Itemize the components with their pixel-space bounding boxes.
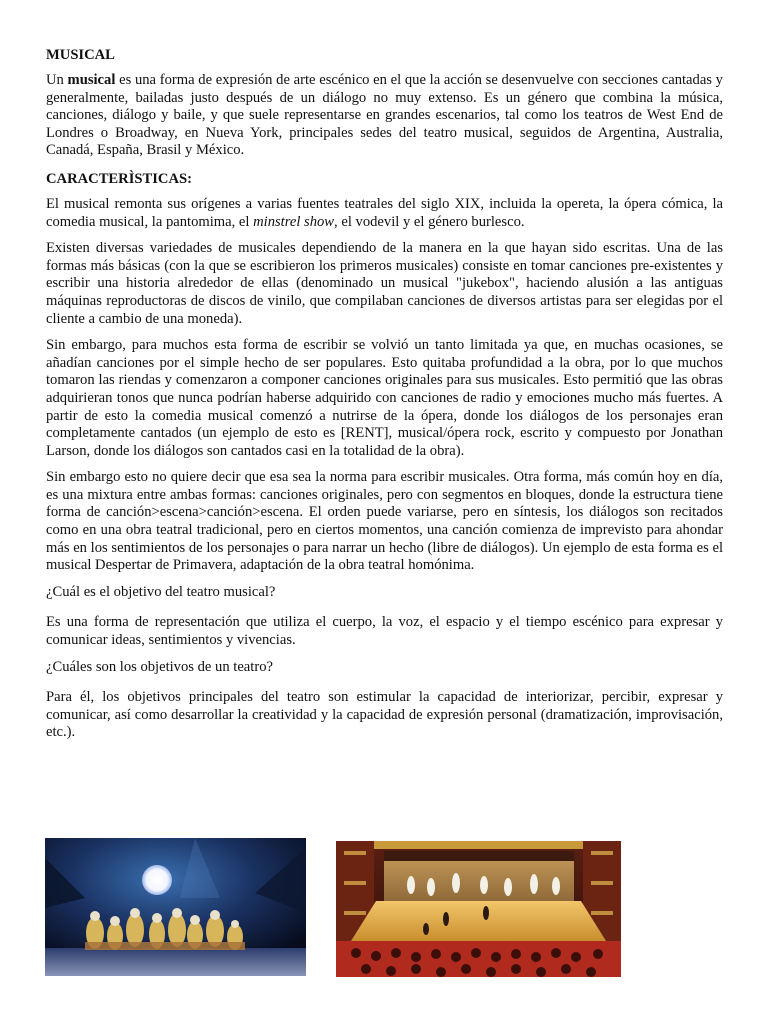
intro-paragraph [46,72,723,160]
question-1: ¿Cuál es el objetivo del teatro musical? [46,583,276,600]
document-page [46,46,723,751]
caracteristicas-paragraph-4: Sin embargo esto no quiere decir que esa sea la norma para escribir musicales. Otra forma, más común hoy en día, es una mixtura entre ambas formas: canciones originales, pero con segmentos en bloques, donde la estructura tiene forma de canción>escena>canción>escena. El orden puede variarse, pero en síntesis, los diálogos son recitados como en una obra teatral tradicional, pero en ciertos momentos, una canción comienza de imprevisto para ahondar más en los sentimientos de los personajes o para narrar un hecho (libre de diálogos). Un ejemplo de esta forma es el musical Despertar de Primavera, adaptación de la obra teatral homónima. [46,469,723,574]
image-row [45,838,625,978]
document-title: MUSICAL [46,47,115,63]
intro-text-rest: es una forma de expresión de arte escénico en el que la acción se desenvuelve con secciones cantadas y generalmente, bailadas justo después de un diálogo no muy extenso. Es un género que combina la música, canciones, diálogo y baile, y que suele representarse en grandes escenarios, tal como los teatros de West End de Londres o Broadway, en Nueva York, principales sedes del teatro musical, seguidos de Argentina, Australia, Canadá, España, Brasil y México. [46,72,723,159]
section-heading-caracteristicas: CARACTERÌSTICAS: [46,170,192,187]
para1-text-rest: , el vodevil y el género burlesco. [334,213,525,230]
intro-bold-term: musical [67,72,116,88]
opera-house-photo [336,841,621,977]
caracteristicas-paragraph-1 [46,196,723,231]
caracteristicas-paragraph-2: Existen diversas variedades de musicales dependiendo de la manera en la que hayan sido escritas. Una de las formas más básicas (con la que se escribieron los primeros musicales) consiste en tomar canciones pre-existentes y escribir una historia alrededor de ellas (denominado un musical "jukebox", haciendo alusión a las antiguas máquinas reproductoras de discos de vinilo, que compilaban canciones de diversos artistas para ser elegidas por el cliente a cambio de una moneda). [46,240,723,327]
para1-italic-term: minstrel show [253,213,335,230]
answer-2: Para él, los objetivos principales del teatro son estimular la capacidad de interiorizar, percibir, expresar y comunicar, así como desarrollar la creatividad y la capacidad de expresión personal (dramatización, improvisación, etc.). [46,689,723,741]
question-2: ¿Cuáles son los objetivos de un teatro? [46,658,273,675]
intro-text-start: Un [46,72,68,88]
answer-1: Es una forma de representación que utiliza el cuerpo, la voz, el espacio y el tiempo escénico para expresar y comunicar ideas, sentimientos y vivencias. [46,614,723,649]
para1-text-start: El musical remonta sus orígenes a varias fuentes teatrales del siglo XIX, incluida la opereta, la ópera cómica, la comedia musical, la pantomima, el [46,195,723,230]
caracteristicas-paragraph-3: Sin embargo, para muchos esta forma de escribir se volvió un tanto limitada ya que, en muchas ocasiones, se añadían canciones por el simple hecho de ser populares. Esto quitaba profundidad a la obra, por lo que muchos tomaron las riendas y comenzaron a componer canciones originales para sus musicales. Esto permitió que las obras adquirieran tonos que nunca podrían haberse adquirido con canciones de radio y emociones mucho más fuertes. A partir de esto la comedia musical comenzó a nutrirse de la ópera, donde los diálogos de los personajes eran completamente cantados (un ejemplo de esto es [RENT], musical/ópera rock, escrito y compuesto por Jonathan Larson, donde los diálogos son cantados casi en la totalidad de la obra). [46,337,723,459]
musical-stage-photo [45,838,306,976]
